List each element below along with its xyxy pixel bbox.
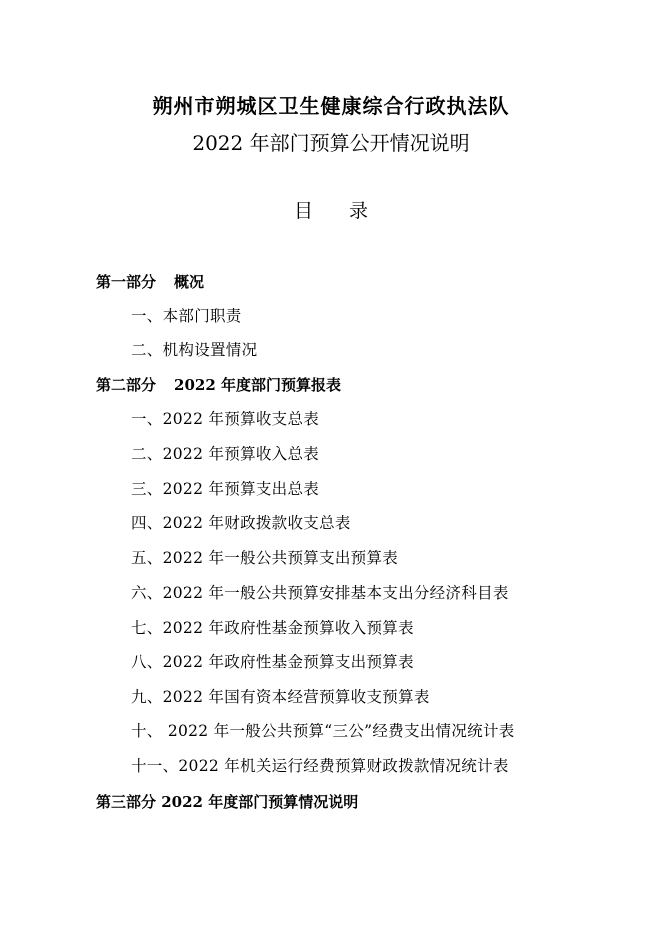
toc-item: 七、2022 年政府性基金预算收入预算表 — [131, 619, 414, 637]
toc-part-1-name: 概况 — [174, 273, 205, 291]
toc-item: 一、2022 年预算收支总表 — [131, 410, 320, 428]
toc-item: 九、2022 年国有资本经营预算收支预算表 — [131, 688, 430, 706]
toc-part-1 — [96, 272, 204, 292]
toc-item: 十、 2022 年一般公共预算“三公”经费支出情况统计表 — [131, 722, 515, 740]
toc-item: 八、2022 年政府性基金预算支出预算表 — [131, 653, 414, 671]
toc-part-2-label: 第二部分 — [96, 376, 157, 394]
toc-item: 四、2022 年财政拨款收支总表 — [131, 514, 351, 532]
toc-item: 一、本部门职责 — [131, 307, 242, 325]
toc-part-2 — [96, 375, 341, 395]
toc-part-1-label: 第一部分 — [96, 273, 157, 291]
document-title: 朔州市朔城区卫生健康综合行政执法队 — [152, 94, 510, 118]
toc-item: 五、2022 年一般公共预算支出预算表 — [131, 549, 399, 567]
toc-part-2-name: 2022 年度部门预算报表 — [174, 376, 341, 394]
toc-item: 六、2022 年一般公共预算安排基本支出分经济科目表 — [131, 584, 509, 602]
toc-item: 三、2022 年预算支出总表 — [131, 480, 320, 498]
toc-item: 二、机构设置情况 — [131, 341, 258, 359]
toc-part-3: 第三部分 2022 年度部门预算情况说明 — [96, 793, 359, 811]
toc-item: 二、2022 年预算收入总表 — [131, 445, 320, 463]
toc-heading: 目录 — [293, 200, 404, 222]
toc-item: 十一、2022 年机关运行经费预算财政拨款情况统计表 — [131, 757, 509, 775]
document-subtitle: 2022 年部门预算公开情况说明 — [192, 131, 470, 155]
